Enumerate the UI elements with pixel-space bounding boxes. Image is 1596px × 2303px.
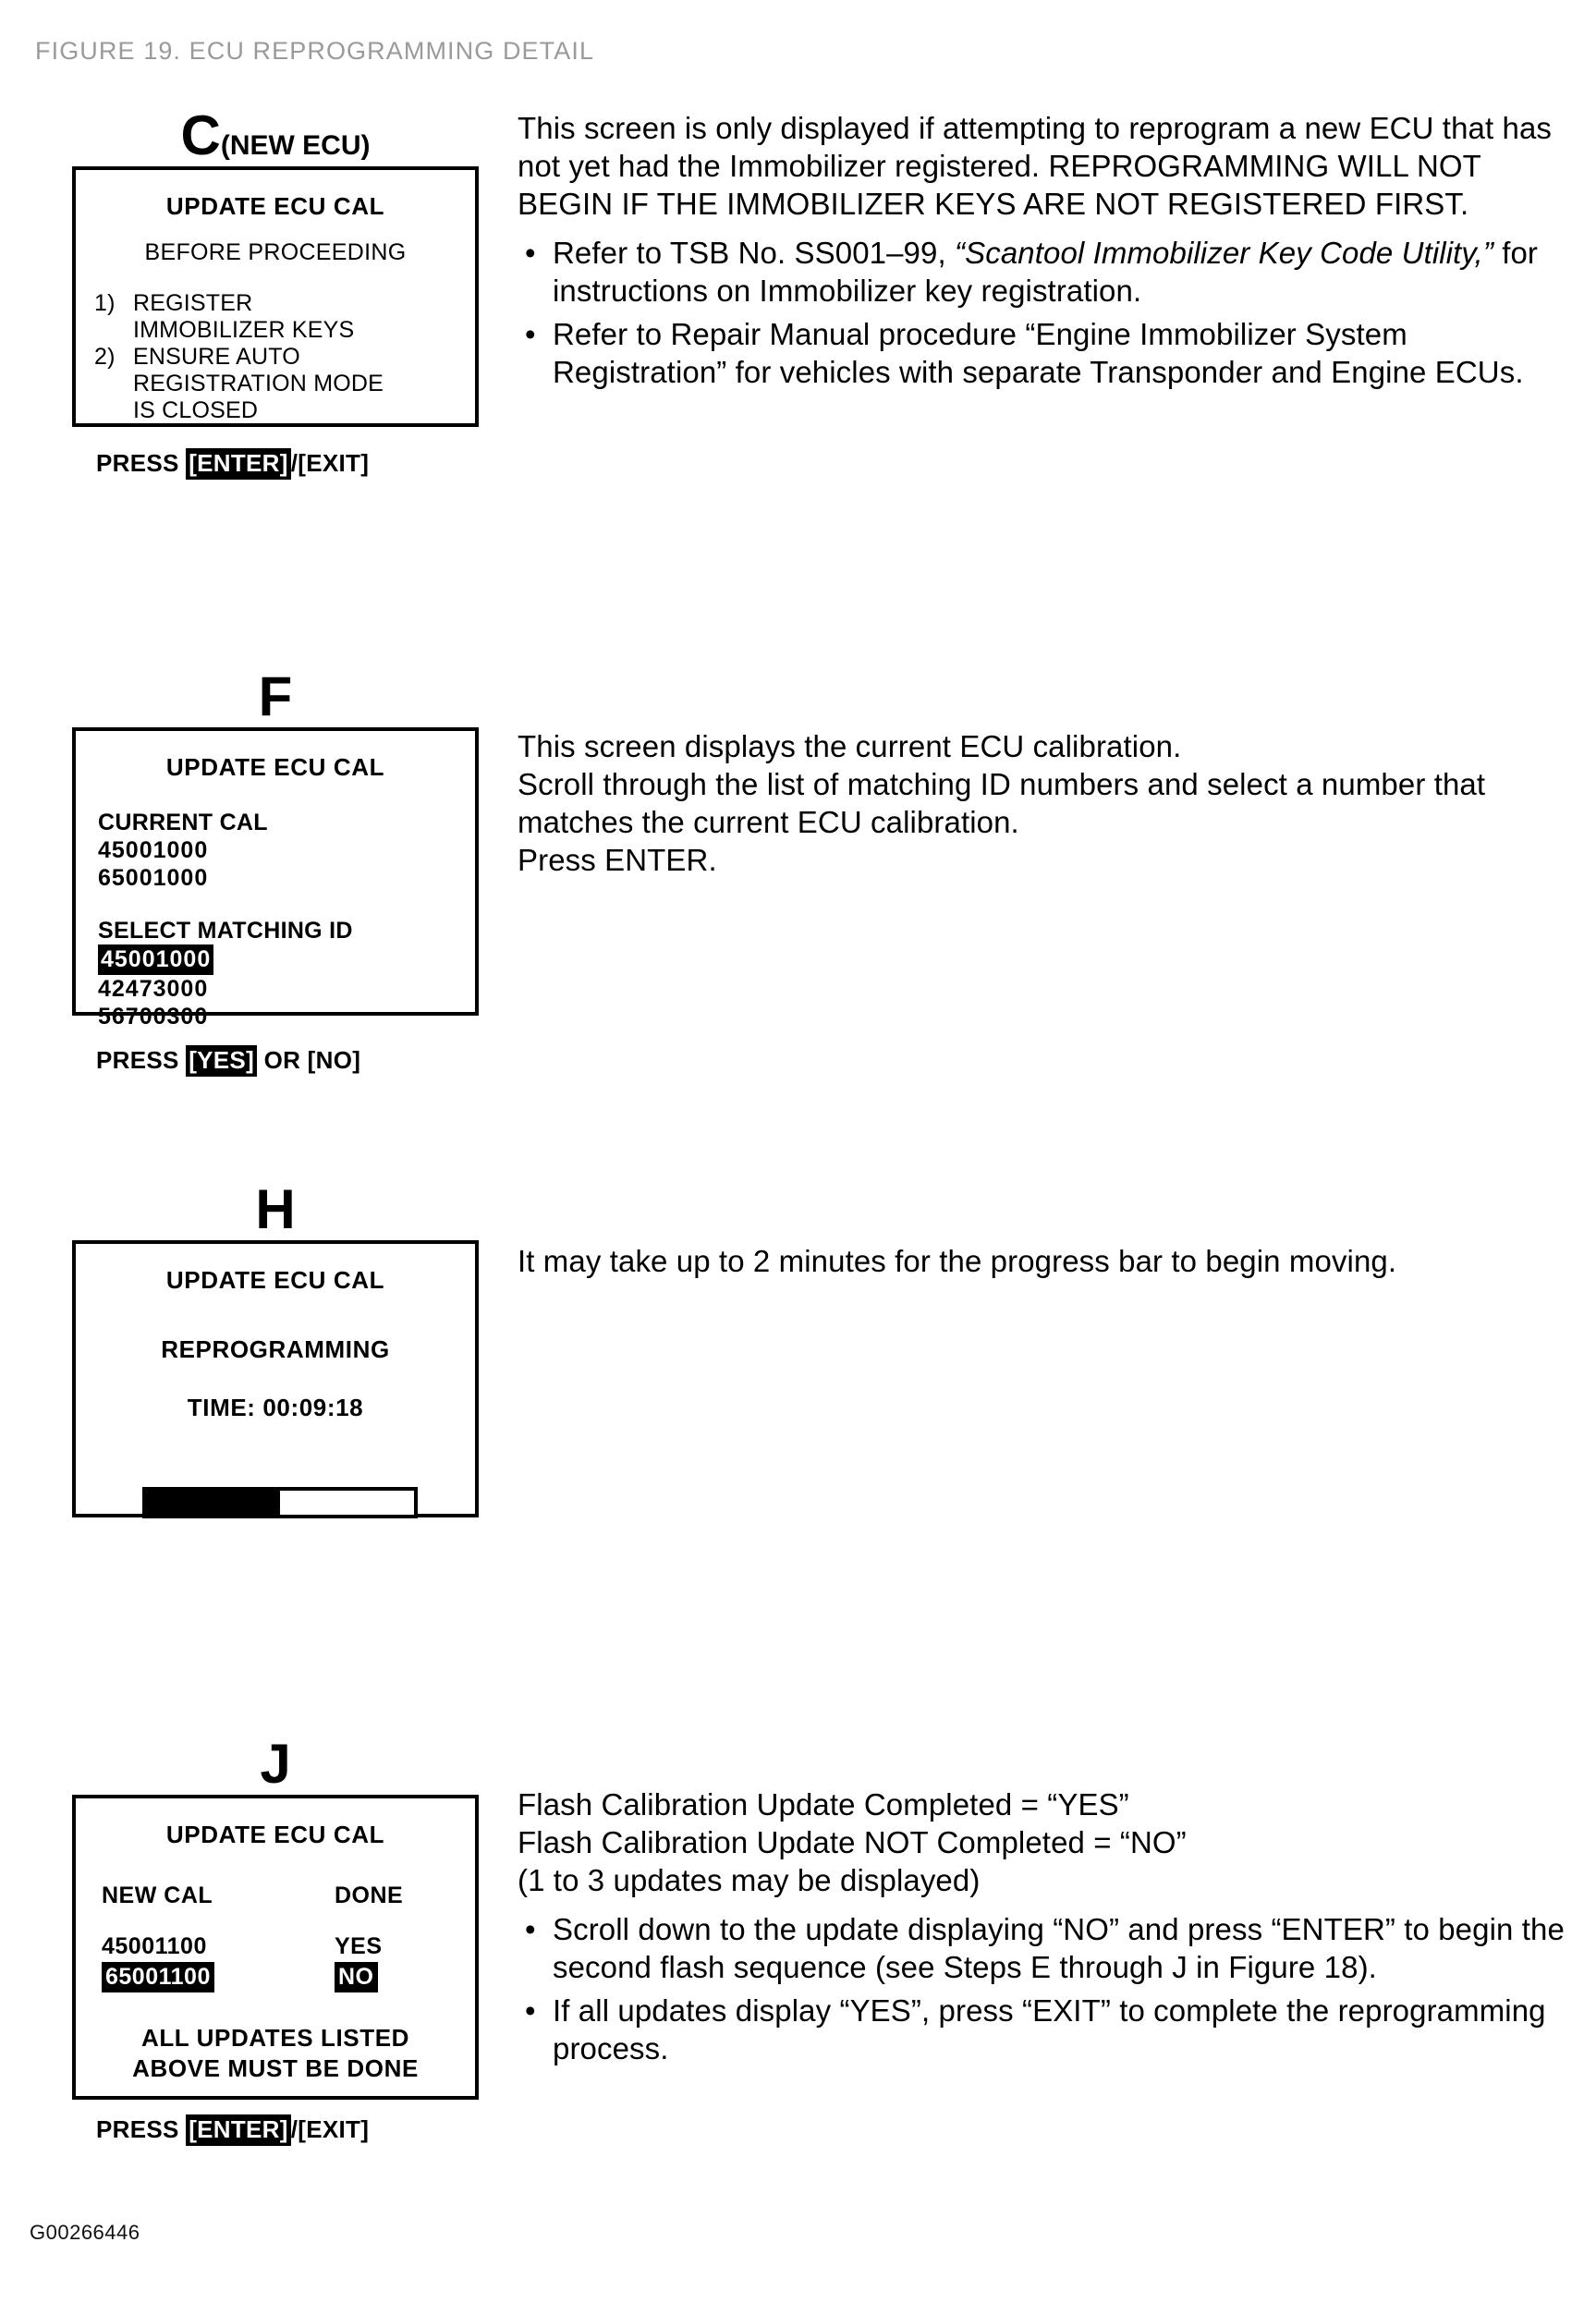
list-item-line: IS CLOSED: [133, 397, 259, 423]
press-prefix-label: PRESS: [96, 1046, 179, 1074]
bullet-dot-icon: •: [525, 317, 536, 351]
screen-h-status: REPROGRAMMING: [161, 1335, 390, 1363]
bullet-item: [518, 234, 1571, 310]
section-c-bullets: [518, 234, 1571, 391]
screen-j-title: UPDATE ECU CAL: [165, 1821, 385, 1848]
list-item-line: REGISTER: [133, 290, 253, 316]
row-done-value: YES: [335, 1933, 383, 1959]
screen-f-current-cal-value: 45001000: [98, 837, 209, 863]
bullet-text-pre: Refer to TSB No. SS001–99,: [553, 236, 956, 270]
scantool-screen-f: [72, 727, 479, 1074]
selected-id-highlight[interactable]: 45001000: [98, 944, 213, 975]
screen-f-id-option[interactable]: [98, 944, 475, 975]
row-cal-highlight: 65001100: [102, 1962, 214, 1992]
press-suffix-label[interactable]: /[EXIT]: [290, 449, 370, 477]
enter-key-highlight[interactable]: [ENTER]: [186, 448, 291, 480]
scantool-screen-h: [72, 1240, 479, 1517]
section-j-bullets: [518, 1910, 1571, 2067]
screen-j-table-header: [76, 1881, 475, 1911]
step-letter-j-glyph: J: [260, 1733, 291, 1795]
step-letter-f-glyph: F: [258, 665, 293, 727]
yes-key-highlight[interactable]: [YES]: [186, 1045, 257, 1077]
row-done-highlight: NO: [335, 1962, 378, 1992]
step-letter-f: [72, 665, 479, 727]
press-prefix-label: PRESS: [96, 449, 179, 477]
section-j-screen-column: [72, 1733, 479, 2143]
bullet-text-italic: “Scantool Immobilizer Key Code Utility,”: [955, 236, 1493, 270]
column-header-new-cal: NEW CAL: [102, 1883, 213, 1908]
screen-f-id-option[interactable]: 42473000: [98, 976, 209, 1002]
screen-j-notice-line: ALL UPDATES LISTED: [140, 2024, 410, 2052]
list-item-number: 1): [94, 290, 116, 316]
step-letter-j: [72, 1733, 479, 1795]
progress-bar: [142, 1487, 418, 1518]
bullet-text-pre: Scroll down to the update displaying “NO” and press “ENTER” to begin the second flash sequence (see Steps E through J in Figure 18).: [553, 1912, 1565, 1984]
screen-f-select-label: SELECT MATCHING ID: [98, 918, 353, 944]
paragraph: Scroll through the list of matching ID numbers and select a number that matches the current ECU calibration.: [518, 767, 1486, 839]
section-c-text: [518, 109, 1571, 396]
bullet-text-post: for instructions on Immobilizer key registration.: [553, 236, 1539, 308]
scantool-screen-j: [72, 1795, 479, 2143]
enter-key-highlight[interactable]: [ENTER]: [186, 2114, 291, 2146]
list-item: [94, 290, 475, 344]
press-prefix-label: PRESS: [96, 2115, 179, 2143]
paragraph: (1 to 3 updates may be displayed): [518, 1863, 981, 1897]
step-letter-c-glyph: C: [180, 104, 221, 166]
screen-j-press-row: [76, 2114, 475, 2146]
screen-f-title: UPDATE ECU CAL: [165, 753, 385, 781]
paragraph: Flash Calibration Update Completed = “YES”: [518, 1787, 1129, 1822]
section-f-text: [518, 727, 1571, 879]
screen-h-title: UPDATE ECU CAL: [165, 1266, 385, 1294]
bullet-item: [518, 1910, 1571, 1986]
screen-c-press-row: [76, 448, 475, 480]
screen-f-current-cal-label: CURRENT CAL: [98, 810, 268, 835]
section-j-text: [518, 1785, 1571, 2073]
bullet-dot-icon: •: [525, 1993, 536, 2028]
press-suffix-label[interactable]: /[EXIT]: [290, 2115, 370, 2143]
paragraph: Press ENTER.: [518, 843, 717, 877]
list-item-line: IMMOBILIZER KEYS: [133, 317, 355, 343]
list-item: [94, 344, 475, 424]
paragraph: This screen displays the current ECU calibration.: [518, 729, 1182, 763]
list-item-number: 2): [94, 344, 116, 370]
figure-caption: FIGURE 19. ECU REPROGRAMMING DETAIL: [35, 37, 595, 65]
press-suffix-label[interactable]: OR [NO]: [263, 1046, 361, 1074]
bullet-item: [518, 315, 1571, 391]
list-item-text: [133, 290, 475, 344]
step-letter-c: [72, 104, 479, 166]
screen-f-current-cal-value: 65001000: [98, 865, 209, 891]
bullet-text-pre: Refer to Repair Manual procedure “Engine Immobilizer System Registration” for vehicles with separate Transponder and Engine ECUs.: [553, 317, 1524, 389]
column-header-done: DONE: [335, 1883, 404, 1908]
list-item-text: [133, 344, 475, 424]
step-letter-c-suffix: (NEW ECU): [220, 130, 371, 161]
section-c-screen-column: [72, 104, 479, 477]
step-letter-h: [72, 1178, 479, 1240]
screen-f-id-option[interactable]: 56700300: [98, 1004, 209, 1030]
list-item-line: REGISTRATION MODE: [133, 371, 384, 396]
step-letter-h-glyph: H: [255, 1178, 296, 1240]
screen-c-subtitle: BEFORE PROCEEDING: [144, 239, 407, 265]
section-f-screen-column: [72, 665, 479, 1074]
screen-f-press-row: [76, 1045, 475, 1077]
list-item-line: ENSURE AUTO: [133, 344, 300, 370]
paragraph: It may take up to 2 minutes for the progress bar to begin moving.: [518, 1244, 1397, 1278]
table-row[interactable]: [76, 1962, 475, 1992]
row-cal-value: [102, 1962, 335, 1992]
paragraph: This screen is only displayed if attempting to reprogram a new ECU that has not yet had the Immobilizer registered. REPROGRAMMING WILL NOT BEGIN IF THE IMMOBILIZER KEYS ARE NOT REGISTERED FIRST.: [518, 111, 1553, 221]
screen-j-notice-line: ABOVE MUST BE DONE: [132, 2054, 419, 2082]
bullet-dot-icon: •: [525, 236, 536, 270]
section-h-text: [518, 1242, 1571, 1280]
row-cal-value: 45001100: [102, 1933, 207, 1959]
table-row[interactable]: [76, 1931, 475, 1962]
screen-h-time: TIME: 00:09:18: [187, 1394, 364, 1421]
figure-footer-code: G00266446: [30, 2221, 140, 2244]
bullet-text-pre: If all updates display “YES”, press “EXIT” to complete the reprogramming process.: [553, 1993, 1546, 2065]
section-h-screen-column: [72, 1178, 479, 1517]
scantool-screen-c: [72, 166, 479, 477]
bullet-dot-icon: •: [525, 1912, 536, 1946]
progress-bar-fill: [146, 1491, 280, 1515]
bullet-item: [518, 1992, 1571, 2067]
row-done-value: [335, 1962, 449, 1992]
screen-c-instruction-list: [76, 290, 475, 424]
screen-c-title: UPDATE ECU CAL: [165, 192, 385, 220]
paragraph: Flash Calibration Update NOT Completed = “NO”: [518, 1825, 1187, 1859]
